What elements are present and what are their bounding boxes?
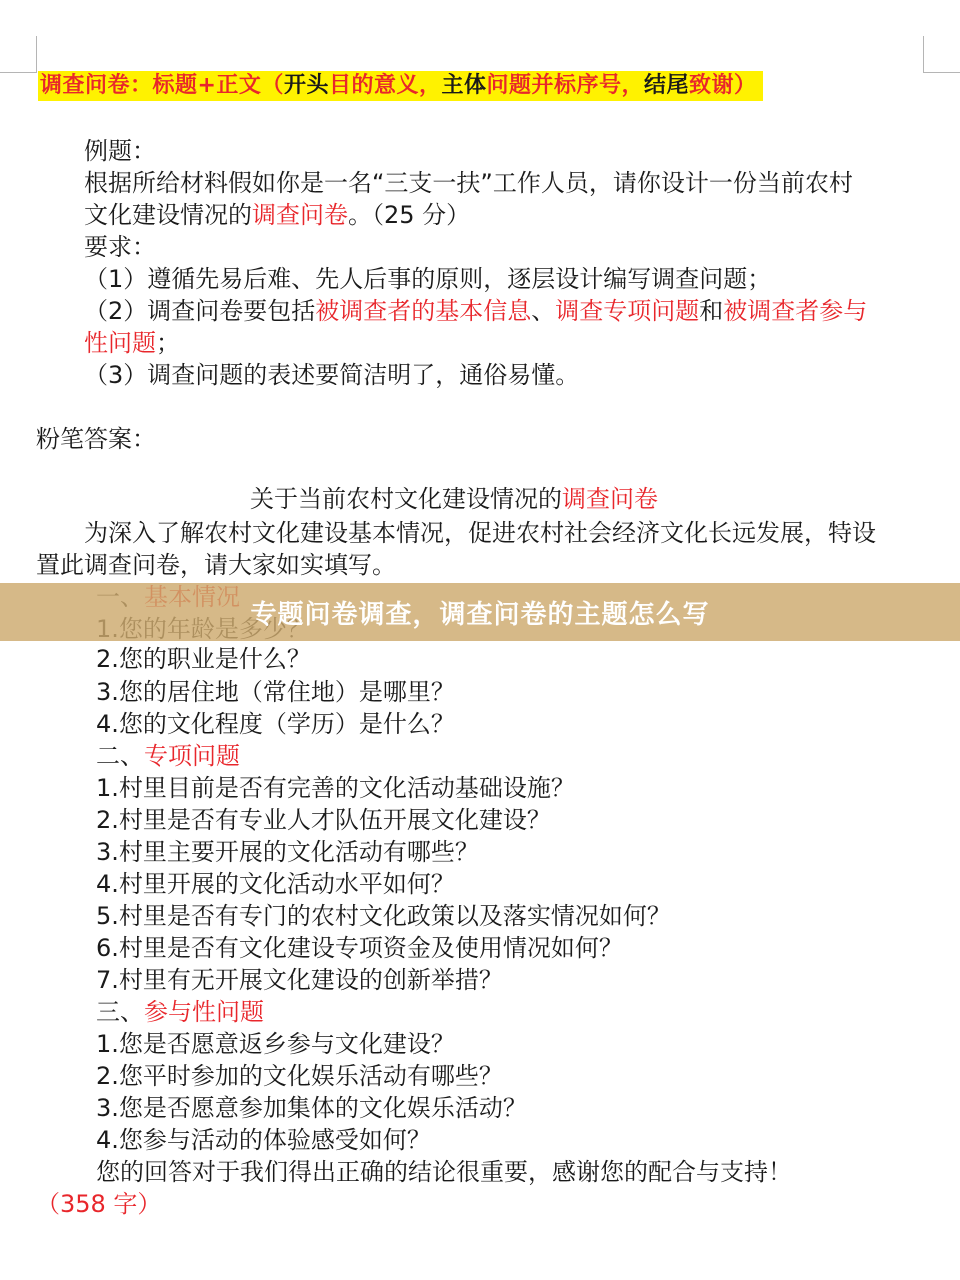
- question-item: 1.您是否愿意返乡参与文化建设？: [96, 1030, 455, 1058]
- section-title: 专项问题: [144, 742, 240, 770]
- question-item: 1.村里目前是否有完善的文化活动基础设施？: [96, 774, 575, 802]
- intro-paragraph: 为深入了解农村文化建设基本情况，促进农村社会经济文化长远发展，特设: [84, 519, 876, 547]
- text-run: ；: [156, 329, 180, 357]
- requirement-item-continued: [84, 328, 180, 358]
- text-run-red: 性问题: [84, 329, 156, 357]
- page-corner-mark-right: [923, 36, 960, 73]
- text-run-red: 调查问卷: [252, 201, 348, 229]
- question-item: 6.村里是否有文化建设专项资金及使用情况如何？: [96, 934, 623, 962]
- text-run-red: 被调查者参与: [723, 297, 868, 325]
- page-corner-mark-left: [0, 36, 37, 73]
- question-item: 3.您的居住地（常住地）是哪里？: [96, 678, 455, 706]
- text-run-red: 调查问卷: [562, 485, 658, 513]
- example-line: [84, 200, 470, 230]
- question-item: 4.您参与活动的体验感受如何？: [96, 1126, 431, 1154]
- text-run-red: 被调查者的基本信息: [315, 297, 532, 325]
- question-item: 2.您的职业是什么？: [96, 645, 311, 673]
- section-heading-participation: [96, 997, 264, 1027]
- question-item: 5.村里是否有专门的农村文化政策以及落实情况如何？: [96, 902, 671, 930]
- section-title: 参与性问题: [144, 998, 264, 1026]
- section-number: 二、: [96, 742, 144, 770]
- text-run: 关于当前农村文化建设情况的: [250, 485, 562, 513]
- requirement-item: [84, 296, 867, 326]
- question-item: 4.您的文化程度（学历）是什么？: [96, 710, 455, 738]
- banner-part: 目的意义，: [328, 73, 442, 98]
- questionnaire-title: [250, 484, 658, 514]
- banner-part: 主体: [441, 73, 487, 98]
- question-item: 3.村里主要开展的文化活动有哪些？: [96, 838, 479, 866]
- section-number: 三、: [96, 998, 144, 1026]
- closing-thanks: 您的回答对于我们得出正确的结论很重要，感谢您的配合与支持！: [96, 1158, 792, 1186]
- example-line: 根据所给材料假如你是一名“三支一扶”工作人员，请你设计一份当前农村: [84, 169, 853, 197]
- example-label: 例题：: [84, 137, 156, 165]
- banner-part: 结尾: [644, 73, 690, 98]
- title-overlay-band: [0, 583, 960, 641]
- text-run: （2）调查问卷要包括: [84, 297, 316, 325]
- text-run: 。（25 分）: [348, 201, 471, 229]
- question-item: 2.村里是否有专业人才队伍开展文化建设？: [96, 806, 551, 834]
- overlay-title: 专题问卷调查，调查问卷的主题怎么写: [250, 599, 710, 630]
- text-run: 、: [531, 297, 556, 325]
- answer-label: 粉笔答案：: [36, 425, 156, 453]
- question-item: 2.您平时参加的文化娱乐活动有哪些？: [96, 1062, 503, 1090]
- highlighted-banner: [38, 71, 763, 101]
- requirement-item: （1）遵循先易后难、先人后事的原则，逐层设计编写调查问题；: [84, 265, 772, 293]
- question-item: 7.村里有无开展文化建设的创新举措？: [96, 966, 503, 994]
- word-count: （358 字）: [36, 1190, 162, 1218]
- banner-part: 问题并标序号，: [486, 73, 644, 98]
- requirements-label: 要求：: [84, 233, 156, 261]
- text-run: 和: [699, 297, 724, 325]
- banner-part: 开头: [283, 73, 329, 98]
- intro-paragraph-continued: 置此调查问卷，请大家如实填写。: [36, 551, 396, 579]
- banner-part: 调查问卷：标题+正文（: [40, 73, 284, 98]
- section-heading-special: [96, 741, 240, 771]
- question-item: 3.您是否愿意参加集体的文化娱乐活动？: [96, 1094, 527, 1122]
- text-run: 文化建设情况的: [84, 201, 252, 229]
- text-run-red: 调查专项问题: [555, 297, 700, 325]
- question-item: 4.村里开展的文化活动水平如何？: [96, 870, 455, 898]
- banner-part: 致谢）: [689, 73, 757, 98]
- requirement-item: （3）调查问题的表述要简洁明了，通俗易懂。: [84, 361, 580, 389]
